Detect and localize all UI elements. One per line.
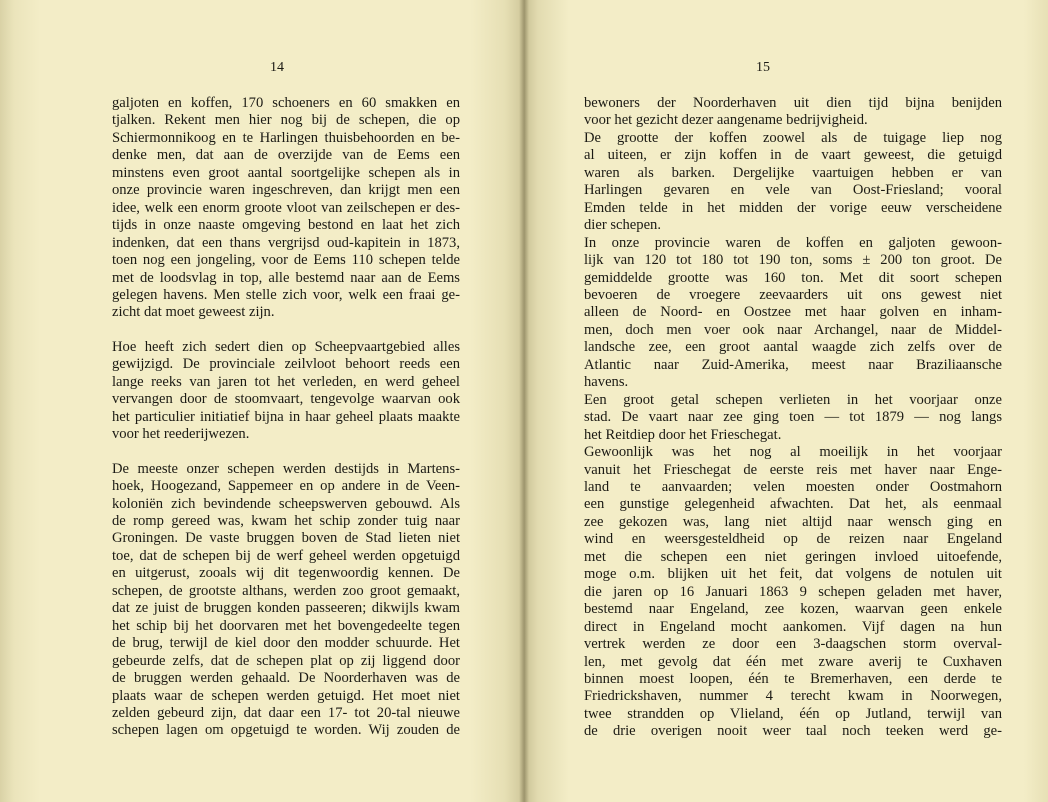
text-line: toen nog een jongeling, voor de Eems 110 schepen telde [112,252,460,269]
text-line: binnen moest loopen, één te Bremerhaven, een derde te [584,670,1002,687]
text-line: Friedrickshaven, nummer 4 terecht kwam in Noorwegen, [584,688,1002,705]
page-text [112,95,460,740]
text-line: schepen lagen om opgetuigd te worden. Wij zouden de [112,722,460,739]
text-line: vervangen door de stoomvaart, tengevolge waarvan ook [112,391,460,408]
page-number: 15 [756,60,770,75]
text-line: zelden gebeurd zijn, dat daar een 17‑ tot 20‑tal nieuwe [112,704,460,721]
text-line: en uitgerust, zooals wij dit tegenwoordig kennen. De [112,565,460,582]
text-line: Atlantic naar Zuid‑Amerika, meest naar Braziliaansche [584,356,1002,373]
text-line: gewijzigd. De provinciale zeilvloot behoort reeds een [112,356,460,373]
text-line: lijk van 120 tot 180 tot 190 ton, soms ± 200 ton groot. De [584,252,1002,269]
text-line: stad. De vaart naar zee ging toen — tot 1879 — nog langs [584,409,1002,426]
text-line: voor het gezicht dezer aangename bedrijvigheid. [584,112,868,129]
text-line: denke men, dat aan de overzijde van de Eems een [112,147,460,164]
text-line: zee gekozen was, lang niet altijd naar wensch ging en [584,513,1002,530]
paragraph-gap [112,322,460,339]
text-line: alleen de Noord‑ en Oostzee met haar golven en inham‑ [584,304,1002,321]
text-line: waren als barken. Dergelijke vaartuigen hebben er van [584,164,1002,181]
text-line: Schiermonnikoog en te Harlingen thuisbehoorden en be‑ [112,129,460,146]
page-number: 14 [270,60,284,75]
text-line: vertrek werden ze door een 3‑daagschen storm overval‑ [584,636,1002,653]
text-line: moge o.m. blijken uit het feit, dat volgens de notulen uit [584,566,1002,583]
text-line: hoek, Hoogezand, Sappemeer en op andere in de Veen‑ [112,478,460,495]
text-line: de romp gereed was, kwam het schip zonder tuig naar [112,512,460,529]
text-line: toe, dat de schepen bij de werf geheel werden opgetuigd [112,547,460,564]
text-line: bestemd naar Engeland, zee kozen, waarvan geen enkele [584,601,1002,618]
text-line: direct in Engeland mocht aankomen. Vijf dagen na hun [584,618,1002,635]
text-line: de bruggen werden gehaald. De Noorderhaven was de [112,670,460,687]
text-line: de brug, terwijl de kiel door den modder schuurde. Het [112,635,460,652]
text-line: havens. [584,374,629,391]
text-line: een gunstige gelegenheid afwachten. Dat het, als eenmaal [584,496,1002,513]
text-line: bewoners der Noorderhaven uit dien tijd bijna benijden [584,95,1002,111]
text-line: Emden telde in het midden der vorige eeuw verscheidene [584,199,1002,216]
text-line: het Reitdiep door het Frieschegat. [584,426,782,443]
paragraph-gap [112,444,460,461]
text-line: plaats waar de schepen werden getuigd. Het moet niet [112,687,460,704]
text-line: De grootte der koffen zoowel als de tuigage liep nog [584,129,1002,146]
text-line: schepen, de grootste althans, werden zoo groot gemaakt, [112,582,460,599]
text-line: dier schepen. [584,217,661,234]
text-line: zicht dat moet geweest zijn. [112,304,275,321]
text-line: de drie overigen nooit weer taal noch teeken werd ge‑ [584,723,1002,740]
text-line: met de loodsvlag in top, alle bestemd naar aan de Eems [112,269,460,286]
book-gutter [519,0,529,802]
text-line: tijds in onze naaste omgeving bestond en laat het zich [112,217,460,234]
text-line: In onze provincie waren de koffen en galjoten gewoon‑ [584,234,1002,251]
text-line: met die schepen een niet geringen invloed uitoefende, [584,548,1002,565]
text-line: Harlingen gevaren en vele van Oost‑Friesland; vooral [584,182,1002,199]
text-line: gemiddelde grootte was 160 ton. Met dit soort schepen [584,269,1002,286]
text-line: men, doch men voer ook naar Archangel, naar de Middel‑ [584,321,1002,338]
text-line: land te aanvaarden; velen moesten onder Oostmahorn [584,478,1002,495]
text-line: landsche zee, een groot aantal waagde zich zelfs over de [584,339,1002,356]
text-line: minstens even groot aantal soortgelijke schepen als in [112,164,460,181]
text-line: het particulier initiatief bijna in haar geheel plaats maakte [112,408,460,425]
text-line: Hoe heeft zich sedert dien op Scheepvaartgebied alles [112,338,460,355]
text-line: die jaren op 16 Januari 1863 9 schepen geladen met haver, [584,583,1002,600]
text-line: al uiteen, er zijn koffen in de vaart geweest, die getuigd [584,147,1002,164]
text-line: idee, welk een enorm groote vloot van zeilschepen er des‑ [112,199,460,216]
text-line: indenken, dat een thans vergrijsd oud‑kapitein in 1873, [112,234,460,251]
page-text [584,95,1002,741]
text-line: bevoeren de vroegere zeevaarders uit ons gewest niet [584,286,1002,303]
text-line: De meeste onzer schepen werden destijds in Martens‑ [112,460,460,477]
text-line: gebeurde zelfs, dat de schepen plat op zij liggend door [112,652,460,669]
text-line: Gewoonlijk was het nog al moeilijk in het voorjaar [584,444,1002,461]
text-line: voor het reederijwezen. [112,426,250,443]
text-line: dat ze juist de bruggen konden passeeren; dikwijls kwam [112,600,460,617]
text-line: lange reeks van jaren tot het verleden, en werd geheel [112,373,460,390]
text-line: len, met gevolg dat één met zware averij te Cuxhaven [584,653,1002,670]
text-line: koloniën zich bevindende scheepswerven gebouwd. Als [112,495,460,512]
text-line: gelegen havens. Men stelle zich voor, welk een fraai ge‑ [112,286,460,303]
text-line: het schip bij het doorvaren met het bovengedeelte tegen [112,617,460,634]
text-line: twee strandden op Vlieland, één op Jutland, terwijl van [584,705,1002,722]
text-line: vanuit het Frieschegat de eerste reis met haver naar Enge‑ [584,461,1002,478]
text-line: onze provincie waren ingeschreven, dan krijgt men een [112,182,460,199]
text-line: tjalken. Rekent men hier nog bij de schepen, die op [112,112,460,129]
text-line: galjoten en koffen, 170 schoeners en 60 smakken en [112,95,460,111]
text-line: wind en weersgesteldheid op de reizen naar Engeland [584,531,1002,548]
text-line: Een groot getal schepen verlieten in het voorjaar onze [584,391,1002,408]
right-page [524,0,1048,802]
text-line: Groningen. De vaste bruggen boven de Stad lieten niet [112,530,460,547]
